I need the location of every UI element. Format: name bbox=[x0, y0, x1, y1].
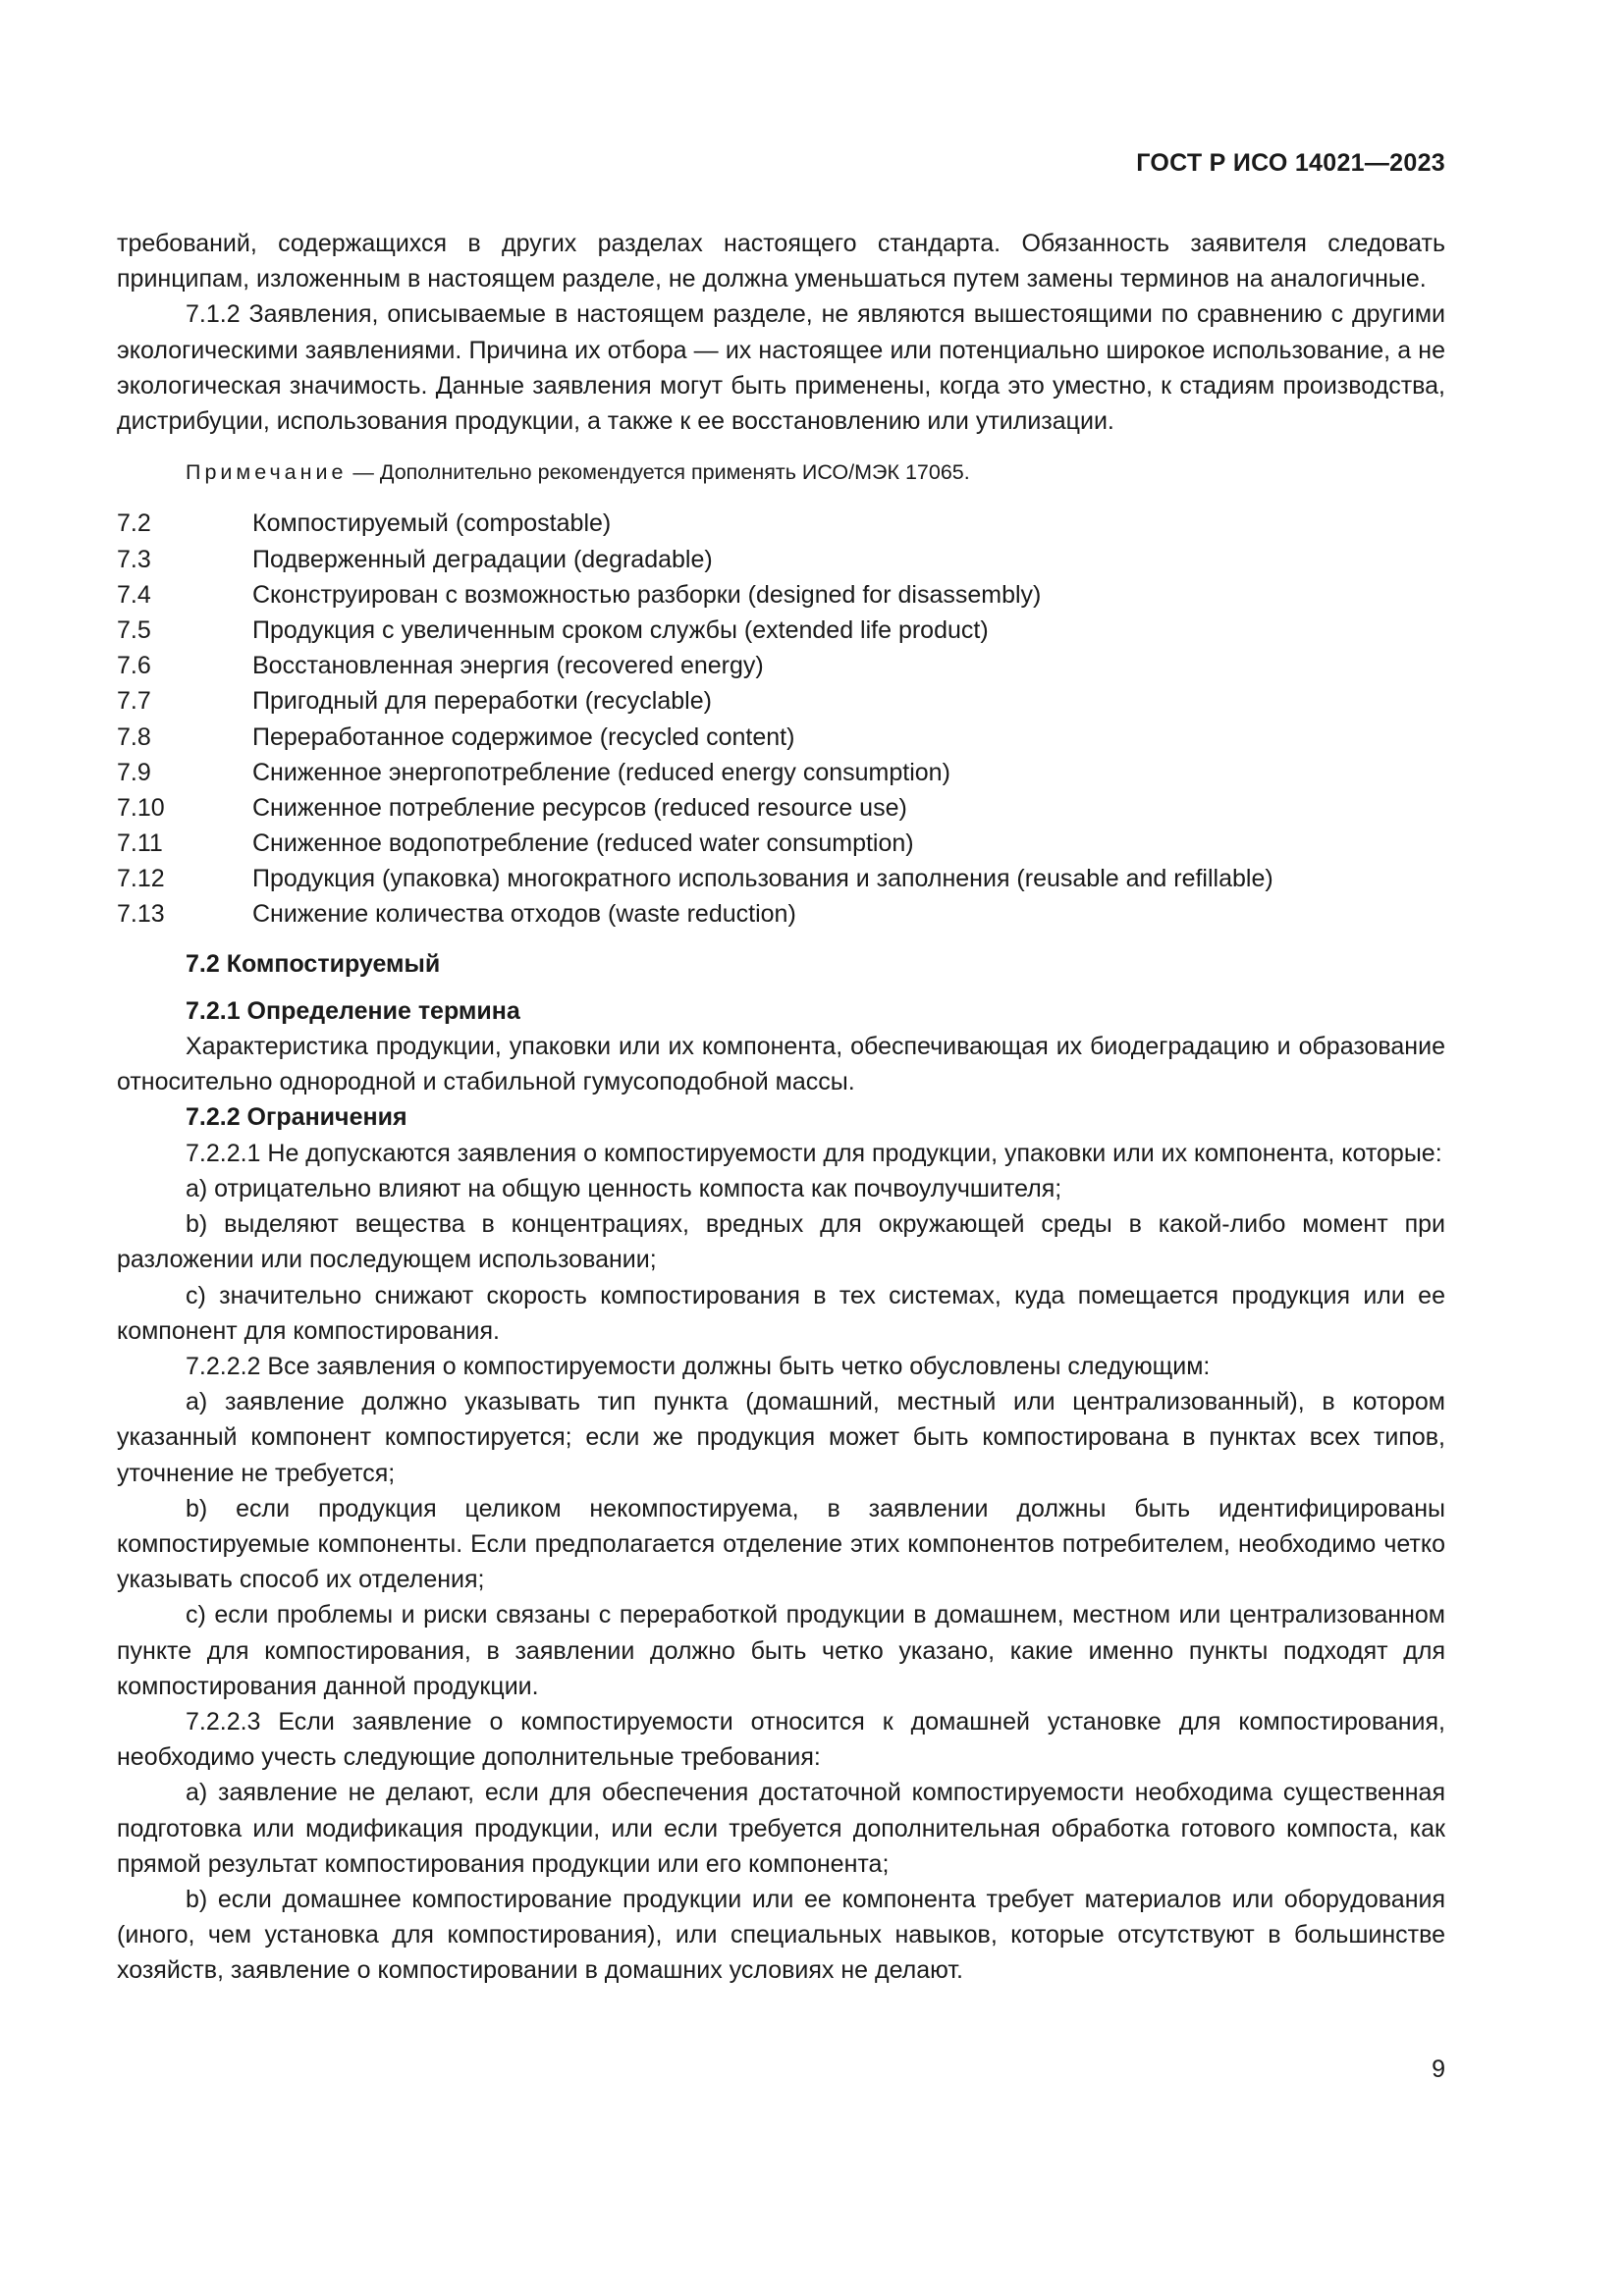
paragraph-7-1-2: 7.1.2 Заявления, описываемые в настоящем разделе, не являются вышестоящими по сравнению с другими экологическими заявлениями. Причина их отбора — их настоящее или потенциально широкое использование, а не экологическая значимость. Данные заявления могут быть применены, когда это уместно, к стадиям производства, дистрибуции, использования продукции, а также к ее восстановлению или утилизации. bbox=[117, 300, 1445, 436]
item-7-2-2-2-a: a) заявление должно указывать тип пункта (домашний, местный или централизованный), в котором указанный компонент компостируется; если же продукция может быть компостирована в пунктах всех типов, уточнение не требуется; bbox=[117, 1388, 1445, 1487]
section-heading-7-2: 7.2 Компостируемый bbox=[186, 949, 441, 978]
list-item-title: Переработанное содержимое (recycled content) bbox=[252, 722, 795, 751]
list-item-title: Восстановленная энергия (recovered energy) bbox=[252, 652, 764, 680]
paragraph-7-2-2-1: 7.2.2.1 Не допускаются заявления о компостируемости для продукции, упаковки или их компонента, которые: bbox=[186, 1139, 1442, 1167]
document-code: ГОСТ Р ИСО 14021—2023 bbox=[1136, 149, 1445, 177]
list-item-number: 7.9 bbox=[117, 758, 151, 786]
list-item-number: 7.2 bbox=[117, 509, 151, 538]
list-item-title: Продукция с увеличенным сроком службы (extended life product) bbox=[252, 615, 989, 644]
list-item bbox=[117, 861, 1445, 896]
note-label: Примечание bbox=[186, 460, 348, 485]
list-item bbox=[117, 720, 1445, 755]
item-7-2-2-3-b: b) если домашнее компостирование продукции или ее компонента требует материалов или оборудования (иного, чем установка для компостирования), или специальных навыков, которые отсутствуют в большинстве хозяйств, заявление о компостировании в домашних условиях не делают. bbox=[117, 1885, 1445, 1985]
item-7-2-2-2-b: b) если продукция целиком некомпостируема, в заявлении должны быть идентифицированы компостируемые компоненты. Если предполагается отделение этих компонентов потребителем, необходимо четко указывать способ их отделения; bbox=[117, 1494, 1445, 1594]
subsection-heading-7-2-1: 7.2.1 Определение термина bbox=[186, 996, 520, 1025]
subsection-heading-7-2-2: 7.2.2 Ограничения bbox=[186, 1103, 407, 1132]
list-item-number: 7.12 bbox=[117, 865, 165, 893]
item-7-2-2-3-a: a) заявление не делают, если для обеспечения достаточной компостируемости необходима существенная подготовка или модификация продукции, или если требуется дополнительная обработка готового компоста, как прямой результат компостирования продукции или его компонента; bbox=[117, 1779, 1445, 1878]
list-item bbox=[117, 683, 1445, 719]
page-body bbox=[117, 226, 1445, 1989]
list-item-number: 7.3 bbox=[117, 545, 151, 573]
list-item-number: 7.11 bbox=[117, 829, 163, 858]
list-item bbox=[117, 506, 1445, 541]
list-item bbox=[117, 648, 1445, 683]
list-item-title: Снижение количества отходов (waste reduction) bbox=[252, 900, 796, 929]
page-number: 9 bbox=[1432, 2056, 1445, 2083]
list-item-title: Пригодный для переработки (recyclable) bbox=[252, 687, 712, 716]
section-list bbox=[117, 506, 1445, 932]
paragraph-7-2-2-3: 7.2.2.3 Если заявление о компостируемости относится к домашней установке для компостирования, необходимо учесть следующие дополнительные требования: bbox=[117, 1707, 1445, 1772]
list-item bbox=[117, 790, 1445, 826]
item-7-2-2-1-b: b) выделяют вещества в концентрациях, вредных для окружающей среды в какой-либо момент при разложении или последующем использовании; bbox=[117, 1210, 1445, 1274]
item-7-2-2-1-c: c) значительно снижают скорость компостирования в тех системах, куда помещается продукция или ее компонент для компостирования. bbox=[117, 1281, 1445, 1345]
list-item-number: 7.4 bbox=[117, 580, 151, 609]
list-item-title: Сниженное энергопотребление (reduced energy consumption) bbox=[252, 758, 950, 786]
list-item-number: 7.13 bbox=[117, 900, 165, 929]
intro-paragraph: требований, содержащихся в других разделах настоящего стандарта. Обязанность заявителя следовать принципам, изложенным в настоящем разделе, не должна уменьшаться путем замены терминов на аналогичные. bbox=[117, 230, 1445, 294]
list-item-number: 7.5 bbox=[117, 615, 151, 644]
list-item bbox=[117, 896, 1445, 932]
list-item-title: Подверженный деградации (degradable) bbox=[252, 545, 713, 573]
list-item-title: Сниженное водопотребление (reduced water consumption) bbox=[252, 829, 914, 858]
list-item-number: 7.6 bbox=[117, 652, 151, 680]
list-item-title: Сниженное потребление ресурсов (reduced resource use) bbox=[252, 793, 907, 822]
list-item bbox=[117, 613, 1445, 648]
item-7-2-2-2-c: c) если проблемы и риски связаны с переработкой продукции в домашнем, местном или централизованном пункте для компостирования, в заявлении должно быть четко указано, какие именно пункты подходят для компостирования данной продукции. bbox=[117, 1601, 1445, 1700]
list-item bbox=[117, 542, 1445, 577]
list-item-number: 7.7 bbox=[117, 687, 151, 716]
list-item bbox=[117, 755, 1445, 790]
list-item-number: 7.8 bbox=[117, 722, 151, 751]
list-item-title: Продукция (упаковка) многократного использования и заполнения (reusable and refillable) bbox=[252, 865, 1273, 893]
item-7-2-2-1-a: a) отрицательно влияют на общую ценность компоста как почвоулучшителя; bbox=[186, 1174, 1062, 1202]
list-item-number: 7.10 bbox=[117, 793, 165, 822]
note-text: — Дополнительно рекомендуется применять ИСО/МЭК 17065. bbox=[347, 460, 970, 485]
list-item-title: Сконструирован с возможностью разборки (designed for disassembly) bbox=[252, 580, 1042, 609]
definition-paragraph: Характеристика продукции, упаковки или их компонента, обеспечивающая их биодеградацию и образование относительно однородной и стабильной гумусоподобной массы. bbox=[117, 1033, 1445, 1096]
list-item bbox=[117, 577, 1445, 613]
list-item-title: Компостируемый (compostable) bbox=[252, 509, 612, 538]
paragraph-7-2-2-2: 7.2.2.2 Все заявления о компостируемости должны быть четко обусловлены следующим: bbox=[186, 1352, 1211, 1380]
list-item bbox=[117, 826, 1445, 861]
note bbox=[117, 454, 1445, 490]
